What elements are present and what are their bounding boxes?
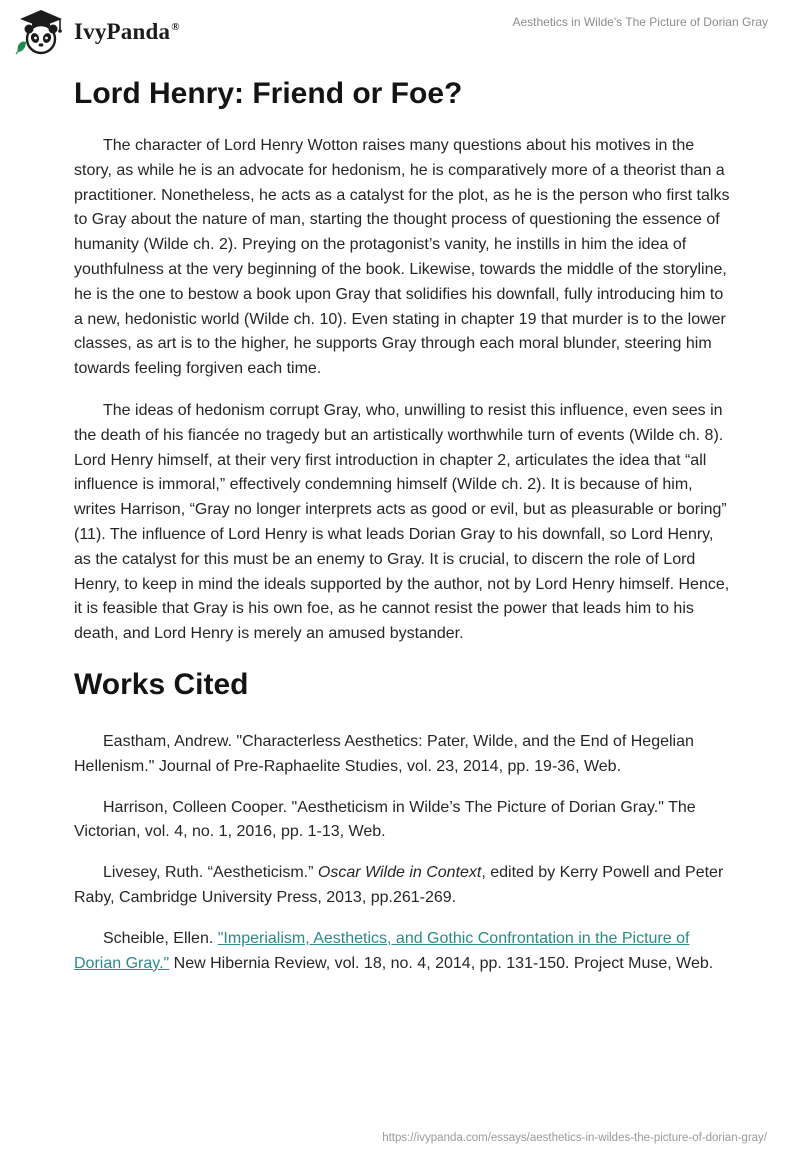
citation-entry: Harrison, Colleen Cooper. "Aestheticism in Wilde’s The Picture of Dorian Gray." The Victorian, vol. 4, no. 1, 2016, pp. 1-13, Web.: [74, 798, 696, 841]
footer-url[interactable]: https://ivypanda.com/essays/aesthetics-in-wildes-the-picture-of-dorian-gray/: [382, 1132, 767, 1144]
citation-entry: [74, 861, 734, 911]
brand-name: IvyPanda®: [74, 19, 180, 44]
body-paragraph: The character of Lord Henry Wotton raises many questions about his motives in the story, as while he is an advocate for hedonism, he is comparatively more of a theorist than a practitioner. Nonetheless, he acts as a catalyst for the plot, as he is the person who first talks to Gray about the nature of man, starting the thought process of questioning the essence of humanity (Wilde ch. 2). Preying on the protagonist’s vanity, he instills in him the idea of youthfulness at the very beginning of the book. Likewise, towards the middle of the storyline, he is the one to bestow a book upon Gray that solidifies his downfall, fully introducing him to a new, hedonistic world (Wilde ch. 10). Even stating in chapter 19 that murder is to the lower classes, as art is to the higher, he supports Gray through each moral blunder, steering him towards feeling forgiven each time.: [74, 137, 730, 378]
brand-logo[interactable]: [12, 8, 180, 56]
citation-entry: Eastham, Andrew. "Characterless Aesthetics: Pater, Wilde, and the End of Hegelian Hellenism." Journal of Pre-Raphaelite Studies, vol. 23, 2014, pp. 19-36, Web.: [74, 732, 694, 775]
citation-link[interactable]: "Imperialism, Aesthetics, and Gothic Confrontation in the Picture of Dorian Gray.": [74, 929, 690, 972]
citation-text: Scheible, Ellen.: [103, 929, 218, 947]
article-body: [74, 72, 734, 976]
document-title: Aesthetics in Wilde's The Picture of Dorian Gray: [512, 15, 768, 29]
citation-text: New Hibernia Review, vol. 18, no. 4, 2014, pp. 131-150. Project Muse, Web.: [169, 954, 714, 972]
panda-graduate-icon: [12, 8, 70, 56]
citation-book-title: Oscar Wilde in Context: [317, 864, 482, 882]
page-header: [0, 0, 800, 70]
section-heading: Lord Henry: Friend or Foe?: [74, 77, 463, 110]
citation-text: , edited by Kerry Powell and Peter Raby, Cambridge University Press, 2013, pp.261-269.: [74, 864, 724, 906]
citation-text: Livesey, Ruth. “Aestheticism.”: [103, 864, 318, 882]
citation-entry: [74, 927, 734, 977]
body-paragraph: The ideas of hedonism corrupt Gray, who, unwilling to resist this influence, even sees in the death of his fiancée no tragedy but an artistically worthwhile turn of events (Wilde ch. 8). Lord Henry himself, at their very first introduction in chapter 2, articulates the idea that “all influence is immoral,” effectively condemning himself (Wilde ch. 2). It is because of him, writes Harrison, “Gray no longer interprets acts as good or evil, but as pleasurable or boring” (11). The influence of Lord Henry is what leads Dorian Gray to his downfall, so Lord Henry, as the catalyst for this must be an enemy to Gray. It is crucial, to discern the role of Lord Henry, to keep in mind the ideals supported by the author, not by Lord Henry himself. Hence, it is feasible that Gray is his own foe, as he cannot resist the power that leads him to his death, and Lord Henry is merely an amused bystander.: [74, 401, 730, 643]
works-cited-heading: Works Cited: [74, 667, 249, 701]
